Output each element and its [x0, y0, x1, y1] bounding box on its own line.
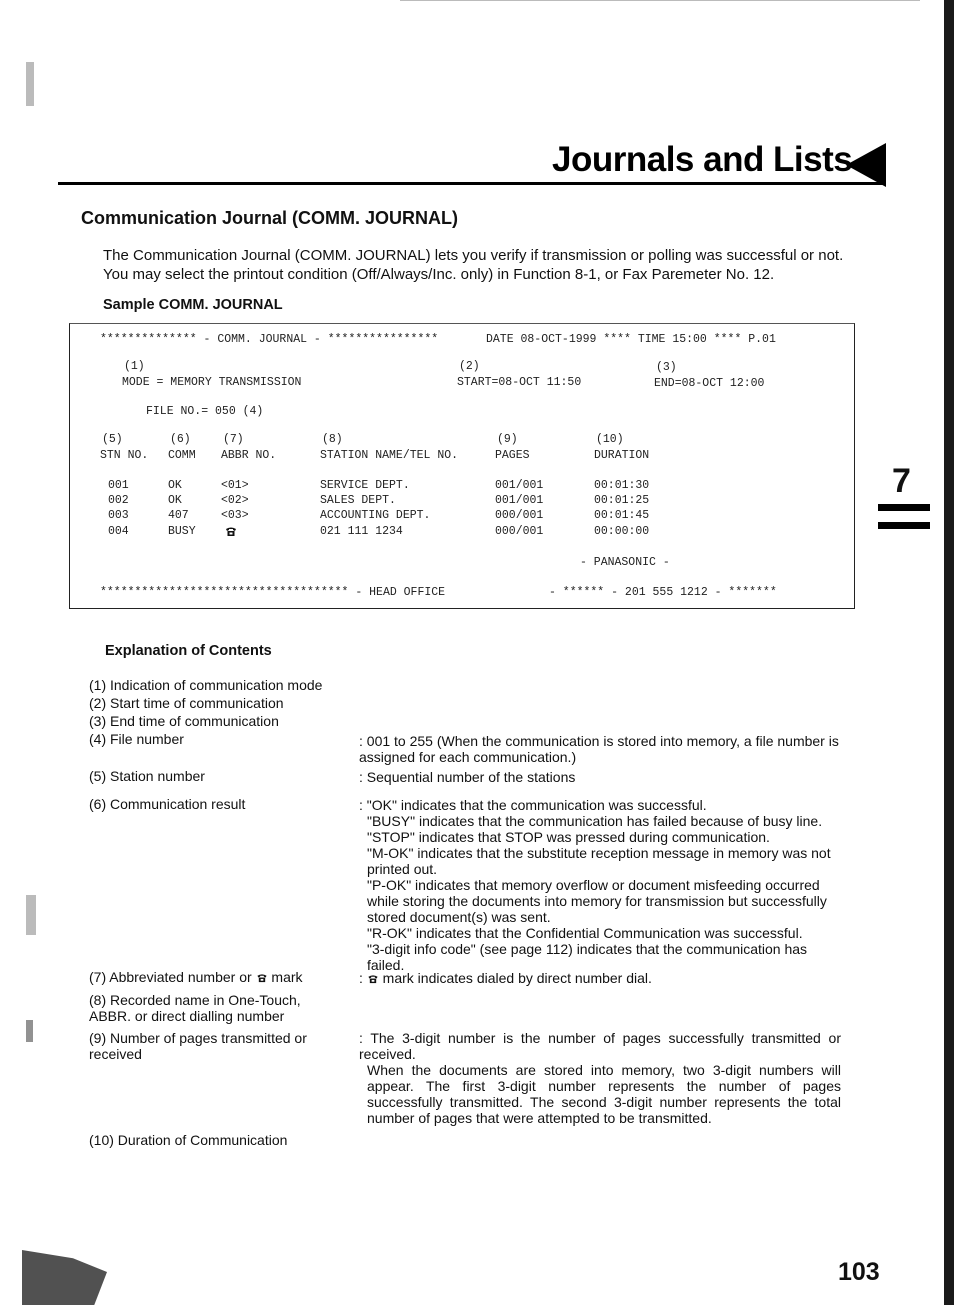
- col-header: PAGES: [495, 449, 530, 462]
- chapter-heading: Journals and Lists: [552, 140, 853, 179]
- row-name: ACCOUNTING DEPT.: [320, 509, 431, 522]
- row-comm: BUSY: [168, 525, 196, 538]
- journal-footer-office: ************************************ - HEAD OFFICE: [100, 586, 446, 599]
- explanation-label: (9) Number of pages transmitted or received: [89, 1030, 307, 1062]
- row-duration: 00:01:25: [594, 494, 650, 507]
- scan-artifact: [22, 1250, 107, 1305]
- phone-icon: [256, 973, 268, 983]
- row-stn: 002: [108, 494, 129, 507]
- row-duration: 00:00:00: [594, 525, 650, 538]
- scan-artifact: [26, 895, 36, 935]
- journal-banner: ************** - COMM. JOURNAL - ****************: [100, 333, 439, 346]
- sample-title: Sample COMM. JOURNAL: [103, 297, 283, 313]
- result-r-ok: "R-OK" indicates that the Confidential Communication was successful.: [367, 925, 803, 941]
- explanation-label: (6) Communication result: [89, 796, 246, 812]
- explanation-label: (5) Station number: [89, 768, 205, 784]
- row-duration: 00:01:45: [594, 509, 650, 522]
- col-header: ABBR NO.: [221, 449, 277, 462]
- journal-start: START=08-OCT 11:50: [457, 376, 582, 389]
- page-number: 103: [838, 1258, 880, 1286]
- journal-file-no: FILE NO.= 050 (4): [146, 405, 264, 418]
- col-marker: (9): [497, 433, 518, 446]
- marker-3: (3): [656, 361, 677, 374]
- result-ok: : "OK" indicates that the communication was successful.: [359, 797, 707, 813]
- explanation-desc: : mark indicates dialed by direct number dial.: [359, 970, 652, 986]
- result-m-ok: "M-OK" indicates that the substitute reception message in memory was not printed out.: [367, 845, 831, 877]
- chapter-tab-bar: [878, 522, 930, 529]
- row-name: SERVICE DEPT.: [320, 479, 410, 492]
- label-text: mark: [271, 969, 303, 985]
- journal-mode: MODE = MEMORY TRANSMISSION: [122, 376, 302, 389]
- label-text: (7) Abbreviated number or: [89, 969, 252, 985]
- marker-1: (1): [124, 360, 145, 373]
- section-title: Communication Journal (COMM. JOURNAL): [81, 208, 458, 228]
- explanation-desc: [359, 1030, 841, 1126]
- row-abbr: <02>: [221, 494, 249, 507]
- row-stn: 004: [108, 525, 129, 538]
- heading-rule: [58, 182, 886, 185]
- explanation-label: (4) File number: [89, 731, 184, 747]
- col-marker: (7): [223, 433, 244, 446]
- explanation-label: (2) Start time of communication: [89, 695, 284, 711]
- journal-footer-number: - ****** - 201 555 1212 - *******: [549, 586, 777, 599]
- result-p-ok: "P-OK" indicates that memory overflow or document misfeeding occurred while storing the documents into memory for transmission but successfully stored document(s) was sent.: [367, 877, 827, 925]
- desc-text: mark indicates dialed by direct number dial.: [382, 970, 652, 986]
- row-stn: 001: [108, 479, 129, 492]
- row-duration: 00:01:30: [594, 479, 650, 492]
- phone-icon: [367, 974, 379, 984]
- row-comm: 407: [168, 509, 189, 522]
- explanation-label: (1) Indication of communication mode: [89, 677, 323, 693]
- chapter-tab-number: 7: [892, 462, 911, 500]
- row-comm: OK: [168, 479, 182, 492]
- col-header: STN NO.: [100, 449, 149, 462]
- scan-artifact: [26, 1020, 33, 1042]
- explanation-desc: : Sequential number of the stations: [359, 769, 576, 785]
- page-edge-shadow: [944, 0, 954, 1305]
- col-marker: (5): [102, 433, 123, 446]
- col-header: STATION NAME/TEL NO.: [320, 449, 459, 462]
- explanation-label: (8) Recorded name in One-Touch, ABBR. or direct dialling number: [89, 992, 301, 1024]
- journal-company: - PANASONIC -: [580, 556, 670, 569]
- result-stop: "STOP" indicates that STOP was pressed during communication.: [367, 829, 770, 845]
- top-border-line: [400, 0, 920, 1]
- chapter-tab-bar: [878, 504, 930, 511]
- col-marker: (8): [322, 433, 343, 446]
- journal-end: END=08-OCT 12:00: [654, 377, 765, 390]
- result-busy: "BUSY" indicates that the communication has failed because of busy line.: [367, 813, 823, 829]
- explanation-label: (3) End time of communication: [89, 713, 279, 729]
- row-abbr: <01>: [221, 479, 249, 492]
- row-pages: 000/001: [495, 509, 544, 522]
- scan-artifact: [26, 62, 34, 106]
- pages-desc: : The 3-digit number is the number of pages successfully transmitted or received.: [359, 1030, 841, 1062]
- marker-2: (2): [459, 360, 480, 373]
- explanation-label: [89, 969, 339, 985]
- row-pages: 000/001: [495, 525, 544, 538]
- intro-paragraph: The Communication Journal (COMM. JOURNAL) lets you verify if transmission or polling was successful or not. You may select the printout condition (Off/Always/Inc. only) in Function 8-1, or Fax Paremeter No. 12.: [103, 247, 844, 283]
- row-comm: OK: [168, 494, 182, 507]
- row-stn: 003: [108, 509, 129, 522]
- pages-desc-cont: When the documents are stored into memory, two 3-digit numbers will appear. The first 3-digit number represents the number of pages successfully transmitted. The second 3-digit number represents the total number of pages that were attempted to be transmitted.: [367, 1062, 841, 1126]
- explanation-title: Explanation of Contents: [105, 643, 272, 659]
- explanation-desc: : 001 to 255 (When the communication is stored into memory, a file number is assigned for each communication.): [359, 733, 839, 765]
- heading-arrow-icon: [846, 143, 886, 187]
- phone-icon: [225, 526, 237, 537]
- col-header: COMM: [168, 449, 196, 462]
- row-pages: 001/001: [495, 479, 544, 492]
- row-name: 021 111 1234: [320, 525, 403, 538]
- row-abbr: <03>: [221, 509, 249, 522]
- col-marker: (10): [596, 433, 624, 446]
- col-header: DURATION: [594, 449, 650, 462]
- row-pages: 001/001: [495, 494, 544, 507]
- explanation-label: (10) Duration of Communication: [89, 1132, 288, 1148]
- journal-date-time: DATE 08-OCT-1999 **** TIME 15:00 **** P.01: [486, 333, 776, 346]
- col-marker: (6): [170, 433, 191, 446]
- explanation-desc: [359, 797, 841, 973]
- result-info-code: "3-digit info code" (see page 112) indicates that the communication has failed.: [367, 941, 808, 973]
- row-name: SALES DEPT.: [320, 494, 396, 507]
